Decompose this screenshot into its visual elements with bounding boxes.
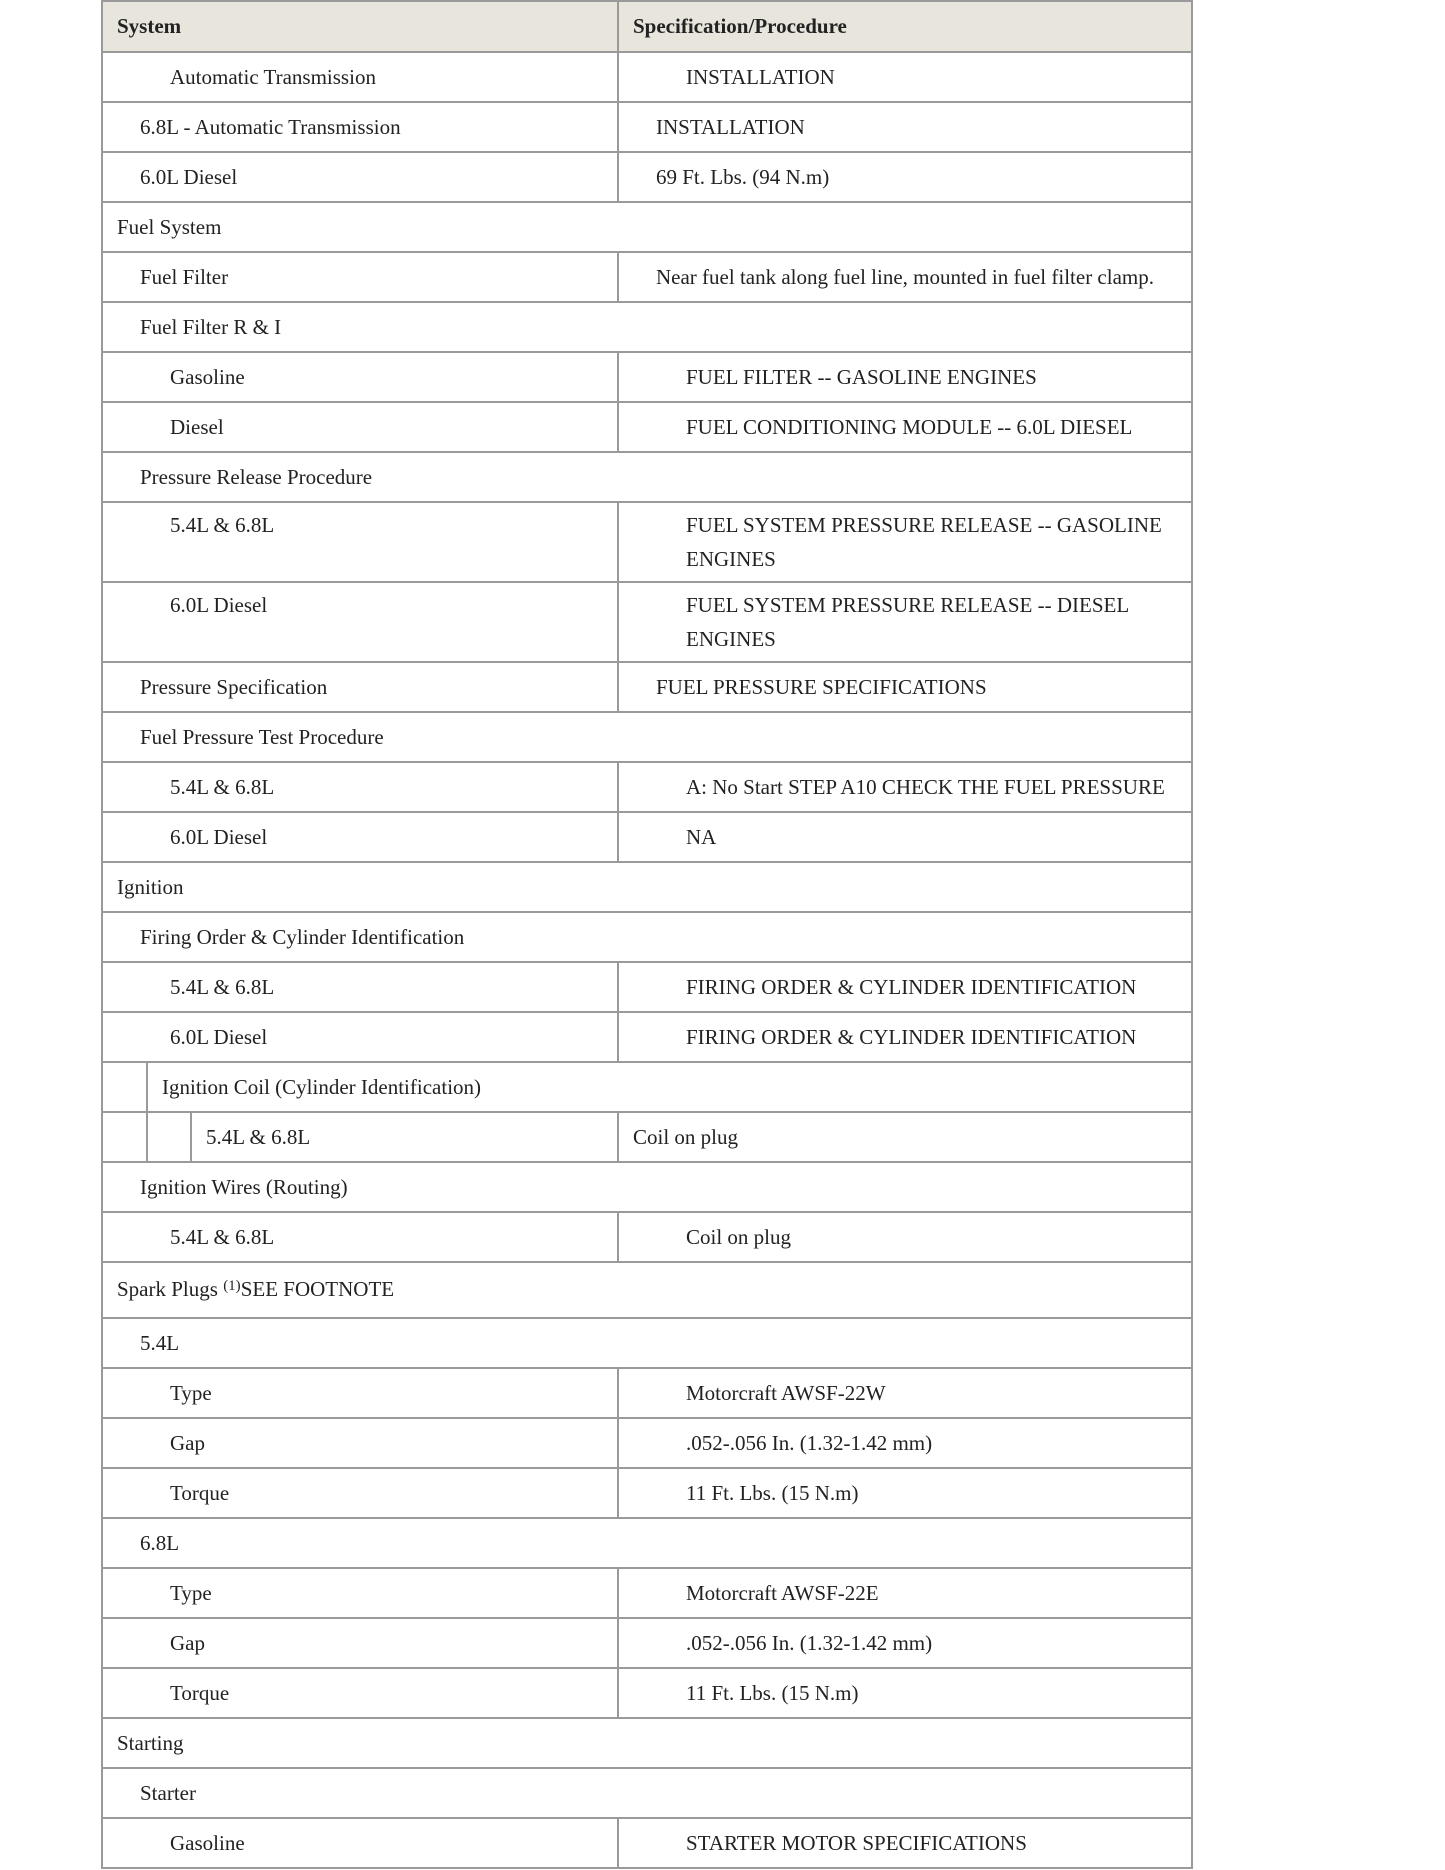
spec-cell: Motorcraft AWSF-22E [618, 1568, 1192, 1618]
table-row [102, 1368, 1192, 1418]
table-row [102, 1112, 1192, 1162]
subsection-heading: 5.4L [102, 1318, 1192, 1368]
spec-cell: Motorcraft AWSF-22W [618, 1368, 1192, 1418]
subsection-heading: Starter [102, 1768, 1192, 1818]
table-row [102, 252, 1192, 302]
spec-cell: FIRING ORDER & CYLINDER IDENTIFICATION [618, 962, 1192, 1012]
system-cell: Type [102, 1368, 618, 1418]
section-row [102, 1718, 1192, 1768]
system-cell: Gap [102, 1418, 618, 1468]
system-cell: Pressure Specification [102, 662, 618, 712]
system-cell: Gasoline [102, 1818, 618, 1868]
section-row [102, 862, 1192, 912]
spec-cell: .052-.056 In. (1.32-1.42 mm) [618, 1618, 1192, 1668]
spec-cell: STARTER MOTOR SPECIFICATIONS [618, 1818, 1192, 1868]
table-row [102, 1568, 1192, 1618]
indent-spacer [103, 1063, 147, 1111]
table-row [102, 762, 1192, 812]
section-heading: Starting [102, 1718, 1192, 1768]
section-row [102, 302, 1192, 352]
spec-cell: INSTALLATION [618, 102, 1192, 152]
system-cell: Gasoline [102, 352, 618, 402]
spec-cell: Coil on plug [618, 1112, 1192, 1162]
section-row [102, 912, 1192, 962]
system-cell: 6.0L Diesel [102, 152, 618, 202]
system-cell: 5.4L & 6.8L [102, 502, 618, 582]
table-row [102, 662, 1192, 712]
nested-cell [102, 1112, 618, 1162]
subsection-heading: Pressure Release Procedure [102, 452, 1192, 502]
table-row [103, 1113, 617, 1161]
spec-cell: 69 Ft. Lbs. (94 N.m) [618, 152, 1192, 202]
section-heading: Ignition [102, 862, 1192, 912]
section-row [102, 452, 1192, 502]
spec-cell: FUEL PRESSURE SPECIFICATIONS [618, 662, 1192, 712]
footnote-reference: SEE FOOTNOTE [240, 1277, 395, 1301]
system-cell: 6.8L - Automatic Transmission [102, 102, 618, 152]
table-row [102, 1012, 1192, 1062]
subsection-heading: 6.8L [102, 1518, 1192, 1568]
spec-cell: INSTALLATION [618, 52, 1192, 102]
system-cell: 5.4L & 6.8L [102, 1212, 618, 1262]
subsection-heading: Fuel Pressure Test Procedure [102, 712, 1192, 762]
table-row [102, 52, 1192, 102]
subsection-heading: Ignition Wires (Routing) [102, 1162, 1192, 1212]
table-row [102, 152, 1192, 202]
spec-table [101, 0, 1193, 1869]
nested-table [103, 1063, 1191, 1111]
section-row [102, 712, 1192, 762]
section-row [102, 1062, 1192, 1112]
section-row [102, 1262, 1192, 1318]
system-cell: Torque [102, 1468, 618, 1518]
table-row [102, 1818, 1192, 1868]
subsection-heading: Ignition Coil (Cylinder Identification) [162, 1075, 482, 1099]
table-row [102, 812, 1192, 862]
section-row [102, 1768, 1192, 1818]
system-cell: 5.4L & 6.8L [102, 762, 618, 812]
table-row [102, 1418, 1192, 1468]
table-row [102, 352, 1192, 402]
spec-cell: Near fuel tank along fuel line, mounted in fuel filter clamp. [618, 252, 1192, 302]
table-row [103, 1063, 1191, 1111]
spec-cell: FUEL SYSTEM PRESSURE RELEASE -- DIESEL ENGINES [618, 582, 1192, 662]
spark-plugs-label: Spark Plugs [117, 1277, 224, 1301]
subsection-heading: Fuel Filter R & I [102, 302, 1192, 352]
table-row [102, 102, 1192, 152]
table-row [102, 502, 1192, 582]
system-cell: Diesel [102, 402, 618, 452]
spec-cell: Coil on plug [618, 1212, 1192, 1262]
table-row [102, 962, 1192, 1012]
system-cell: 6.0L Diesel [102, 1012, 618, 1062]
table-row [102, 1468, 1192, 1518]
section-row [102, 1318, 1192, 1368]
system-cell: Gap [102, 1618, 618, 1668]
section-heading [102, 1262, 1192, 1318]
system-cell: Torque [102, 1668, 618, 1718]
spec-cell: NA [618, 812, 1192, 862]
system-cell: Automatic Transmission [102, 52, 618, 102]
spec-cell: FUEL FILTER -- GASOLINE ENGINES [618, 352, 1192, 402]
table-header-row [102, 1, 1192, 52]
section-row [102, 1162, 1192, 1212]
spec-cell: .052-.056 In. (1.32-1.42 mm) [618, 1418, 1192, 1468]
system-cell: Type [102, 1568, 618, 1618]
table-row [102, 1668, 1192, 1718]
system-cell: 5.4L & 6.8L [102, 962, 618, 1012]
table-row [102, 1618, 1192, 1668]
indent-spacer [147, 1113, 191, 1161]
header-system: System [102, 1, 618, 52]
footnote-marker: (1) [223, 1278, 241, 1294]
spec-cell: A: No Start STEP A10 CHECK THE FUEL PRESSURE [618, 762, 1192, 812]
table-row [102, 1212, 1192, 1262]
indent-spacer [103, 1113, 147, 1161]
system-cell: 6.0L Diesel [102, 812, 618, 862]
nested-cell [102, 1062, 1192, 1112]
system-cell: 6.0L Diesel [102, 582, 618, 662]
section-row [102, 202, 1192, 252]
system-cell: 5.4L & 6.8L [206, 1125, 311, 1149]
spec-cell: FIRING ORDER & CYLINDER IDENTIFICATION [618, 1012, 1192, 1062]
section-row [102, 1518, 1192, 1568]
table-row [102, 402, 1192, 452]
spec-cell: FUEL SYSTEM PRESSURE RELEASE -- GASOLINE ENGINES [618, 502, 1192, 582]
nested-table [103, 1113, 617, 1161]
spec-cell: 11 Ft. Lbs. (15 N.m) [618, 1468, 1192, 1518]
section-heading: Fuel System [102, 202, 1192, 252]
header-specification: Specification/Procedure [618, 1, 1192, 52]
table-row [102, 582, 1192, 662]
spec-cell: 11 Ft. Lbs. (15 N.m) [618, 1668, 1192, 1718]
spec-cell: FUEL CONDITIONING MODULE -- 6.0L DIESEL [618, 402, 1192, 452]
subsection-heading: Firing Order & Cylinder Identification [102, 912, 1192, 962]
system-cell: Fuel Filter [102, 252, 618, 302]
